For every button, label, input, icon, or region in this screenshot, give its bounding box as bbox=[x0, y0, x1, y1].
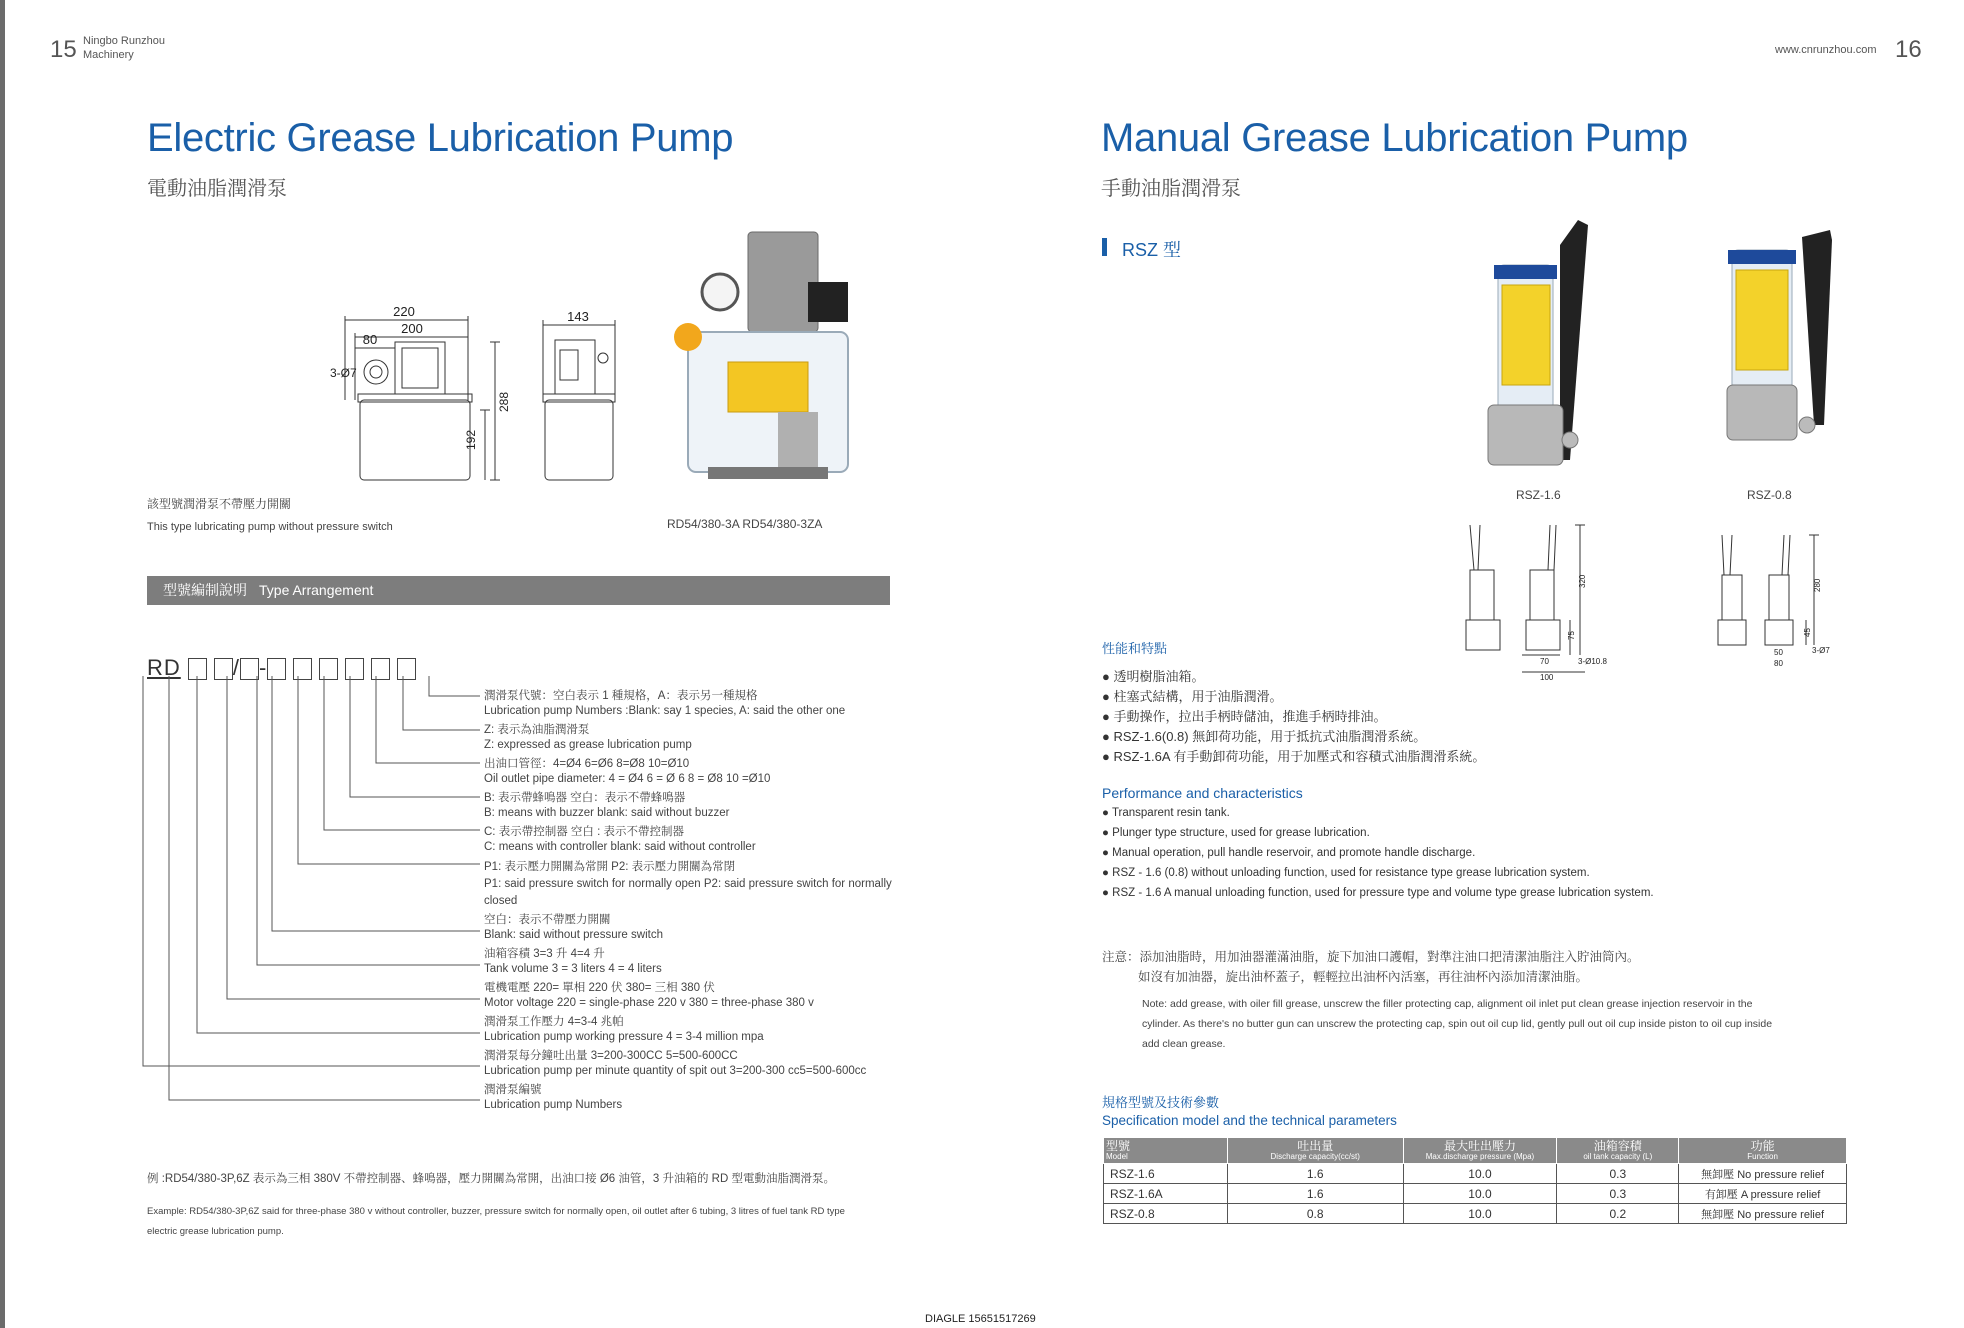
dim-192: 192 bbox=[464, 429, 478, 450]
legend-12-en: Lubrication pump Numbers bbox=[484, 1098, 623, 1111]
spec-title-en: Specification model and the technical parameters bbox=[1102, 1113, 1397, 1128]
legend-1 bbox=[484, 689, 845, 718]
code-leader-lines bbox=[140, 660, 490, 1105]
dim-45: 45 bbox=[1803, 628, 1812, 637]
legend-8-cn: 油箱容積 3=3 升 4=4 升 bbox=[484, 948, 605, 960]
th-model: 型號 Model bbox=[1104, 1138, 1228, 1164]
rsz-1.6-photo bbox=[1470, 215, 1630, 480]
dim-3o7: 3-Ø7 bbox=[330, 366, 357, 380]
legend-5-cn: C: 表示帶控制器 空白 : 表示不帶控制器 bbox=[484, 826, 684, 838]
rsz-1.6-drawing bbox=[1460, 520, 1670, 685]
dim-80r: 80 bbox=[1774, 659, 1783, 668]
feature-en-item: ● RSZ - 1.6 A manual unloading function, used for pressure type and volume type grease lubrication system. bbox=[1102, 887, 1654, 899]
feature-cn-item: ● 透明樹脂油箱。 bbox=[1102, 669, 1205, 684]
example-en-line-2: electric grease lubrication pump. bbox=[147, 1226, 284, 1237]
footer-contact: DIAGLE 15651517269 bbox=[925, 1313, 1036, 1325]
th-discharge: 吐出量 Discharge capacity(cc/st) bbox=[1227, 1138, 1403, 1164]
page-edge-bar bbox=[0, 0, 5, 1328]
legend-10-en: Lubrication pump working pressure 4 = 3-4 million mpa bbox=[484, 1030, 764, 1043]
left-subtitle: 電動油脂潤滑泵 bbox=[147, 178, 287, 200]
example-en-line-1: Example: RD54/380-3P,6Z said for three-phase 380 v without controller, buzzer, pressure switch for normally open, oil outlet after 6 tubing, 3 litres of fuel tank RD type bbox=[147, 1206, 845, 1217]
legend-12-cn: 潤滑泵編號 bbox=[484, 1084, 542, 1096]
legend-9 bbox=[484, 981, 814, 1010]
legend-11 bbox=[484, 1049, 866, 1078]
legend-10-cn: 潤滑泵工作壓力 4=3-4 兆帕 bbox=[484, 1016, 624, 1028]
dim-50: 50 bbox=[1774, 648, 1783, 657]
note-cn-line-1: 注意：添加油脂時，用加油器灌滿油脂，旋下加油口護帽，對準注油口把清潔油脂注入貯油筒內。 bbox=[1102, 950, 1640, 964]
dim-143: 143 bbox=[567, 309, 589, 324]
legend-4 bbox=[484, 791, 729, 820]
dim-bolt-1: 3-Ø10.8 bbox=[1578, 657, 1607, 666]
legend-6-cn: P1: 表示壓力開關為常開 P2: 表示壓力開關為常閉 bbox=[484, 861, 736, 873]
legend-8 bbox=[484, 947, 662, 976]
no-switch-note-en: This type lubricating pump without pressure switch bbox=[147, 521, 393, 533]
legend-4-cn: B: 表示帶蜂鳴器 空白：表示不帶蜂鳴器 bbox=[484, 792, 686, 804]
note-en bbox=[1142, 994, 1772, 1054]
legend-11-cn: 潤滑泵每分鐘吐出量 3=200-300CC 5=500-600CC bbox=[484, 1050, 738, 1062]
cell-tank: 0.3 bbox=[1557, 1164, 1679, 1184]
table-row bbox=[1104, 1204, 1847, 1224]
electric-pump-photo bbox=[668, 222, 868, 492]
company-name bbox=[83, 34, 165, 62]
cell-discharge: 0.8 bbox=[1227, 1204, 1403, 1224]
table-row bbox=[1104, 1164, 1847, 1184]
th-function: 功能 Function bbox=[1679, 1138, 1847, 1164]
series-label: RSZ 型 bbox=[1122, 240, 1182, 260]
dim-200: 200 bbox=[401, 321, 423, 336]
th-tank: 油箱容積 oil tank capacity (L) bbox=[1557, 1138, 1679, 1164]
cell-model: RSZ-1.6 bbox=[1104, 1164, 1228, 1184]
table-row bbox=[1104, 1184, 1847, 1204]
company-line-2: Machinery bbox=[83, 49, 134, 61]
note-cn bbox=[1102, 947, 1640, 987]
note-en-line-1: Note: add grease, with oiler fill grease, unscrew the filler protecting cap, alignment oil inlet put clean grease injection reservoir in the bbox=[1142, 998, 1753, 1010]
electric-product-label: RD54/380-3A RD54/380-3ZA bbox=[667, 517, 823, 531]
legend-9-cn: 電機電壓 220= 單相 220 伏 380= 三相 380 伏 bbox=[484, 982, 715, 994]
feature-cn-item: ● 柱塞式結構，用于油脂潤滑。 bbox=[1102, 689, 1283, 704]
rsz-1.6-label: RSZ-1.6 bbox=[1516, 488, 1561, 502]
left-page-number: 15 bbox=[50, 36, 77, 63]
features-en-list bbox=[1102, 807, 1654, 907]
spec-title-cn: 規格型號及技術參數 bbox=[1102, 1095, 1220, 1110]
cell-discharge: 1.6 bbox=[1227, 1184, 1403, 1204]
right-page-number: 16 bbox=[1895, 36, 1922, 63]
spec-header-row bbox=[1104, 1138, 1847, 1164]
dim-288: 288 bbox=[497, 391, 511, 412]
cell-pressure: 10.0 bbox=[1403, 1184, 1557, 1204]
company-line-1: Ningbo Runzhou bbox=[83, 35, 165, 47]
website: www.cnrunzhou.com bbox=[1775, 44, 1877, 56]
dim-80: 80 bbox=[362, 332, 378, 347]
electric-pump-drawing bbox=[330, 300, 620, 490]
right-subtitle: 手動油脂潤滑泵 bbox=[1101, 178, 1241, 200]
legend-6-en: P1: said pressure switch for normally open P2: said pressure switch for normally bbox=[484, 878, 892, 890]
cell-model: RSZ-1.6A bbox=[1104, 1184, 1228, 1204]
legend-3-cn: 出油口管徑：4=Ø4 6=Ø6 8=Ø8 10=Ø10 bbox=[484, 758, 690, 770]
legend-1-cn: 潤滑泵代號：空白表示 1 種規格，A：表示另一種規格 bbox=[484, 690, 758, 702]
legend-4-en: B: means with buzzer blank: said without buzzer bbox=[484, 806, 730, 819]
series-marker bbox=[1102, 238, 1107, 256]
legend-11-en: Lubrication pump per minute quantity of spit out 3=200-300 cc5=500-600cc bbox=[484, 1064, 867, 1077]
feature-en-item: ● Plunger type structure, used for grease lubrication. bbox=[1102, 827, 1370, 839]
dim-320: 320 bbox=[1578, 574, 1587, 588]
legend-5 bbox=[484, 825, 756, 854]
no-switch-note-cn: 該型號潤滑泵不帶壓力開關 bbox=[147, 497, 292, 511]
code-slash: / bbox=[232, 655, 241, 680]
cell-function: 無卸壓 No pressure relief bbox=[1679, 1164, 1847, 1184]
spec-table bbox=[1103, 1137, 1847, 1224]
dim-75: 75 bbox=[1567, 631, 1576, 640]
code-dash: - bbox=[259, 655, 268, 680]
features-cn-title: 性能和特點 bbox=[1102, 641, 1168, 656]
feature-cn-item: ● RSZ-1.6(0.8) 無卸荷功能，用于抵抗式油脂潤滑系統。 bbox=[1102, 729, 1427, 744]
rsz-0.8-drawing bbox=[1714, 530, 1874, 670]
rsz-0.8-label: RSZ-0.8 bbox=[1747, 488, 1792, 502]
type-bar-cn: 型號編制說明 bbox=[163, 582, 247, 598]
note-en-line-2: cylinder. As there's no butter gun can unscrew the protecting cap, spin out oil cup lid, gently pull out oil cup inside piston to oil cup inside bbox=[1142, 1018, 1773, 1030]
feature-en-item: ● Manual operation, pull handle reservoir, and promote handle discharge. bbox=[1102, 847, 1476, 859]
type-arrangement-bar bbox=[147, 576, 890, 605]
left-title: Electric Grease Lubrication Pump bbox=[147, 116, 734, 160]
feature-en-item: ● Transparent resin tank. bbox=[1102, 807, 1230, 819]
type-bar-en: Type Arrangement bbox=[259, 582, 374, 598]
code-prefix: RD bbox=[147, 655, 181, 680]
dim-bolt-2: 3-Ø7 bbox=[1812, 646, 1830, 655]
legend-10 bbox=[484, 1015, 764, 1044]
legend-3-en: Oil outlet pipe diameter: 4 = Ø4 6 = Ø 6 8 = Ø8 10 =Ø10 bbox=[484, 772, 771, 785]
feature-cn-item: ● 手動操作，拉出手柄時儲油，推進手柄時排油。 bbox=[1102, 709, 1387, 724]
legend-6-en-cont: closed bbox=[484, 895, 518, 907]
legend-7-en: Blank: said without pressure switch bbox=[484, 928, 663, 941]
th-pressure: 最大吐出壓力 Max.discharge pressure (Mpa) bbox=[1403, 1138, 1557, 1164]
rsz-0.8-photo bbox=[1712, 225, 1852, 475]
dim-70: 70 bbox=[1540, 657, 1549, 666]
note-en-line-3: add clean grease. bbox=[1142, 1038, 1226, 1050]
legend-2-en: Z: expressed as grease lubrication pump bbox=[484, 738, 692, 751]
cell-function: 無卸壓 No pressure relief bbox=[1679, 1204, 1847, 1224]
legend-1-en: Lubrication pump Numbers :Blank: say 1 species, A: said the other one bbox=[484, 704, 846, 717]
cell-tank: 0.3 bbox=[1557, 1184, 1679, 1204]
feature-cn-item: ● RSZ-1.6A 有手動卸荷功能，用于加壓式和容積式油脂潤滑系統。 bbox=[1102, 749, 1486, 764]
legend-3 bbox=[484, 757, 770, 786]
features-en-title: Performance and characteristics bbox=[1102, 785, 1303, 801]
example-en bbox=[147, 1202, 845, 1242]
cell-function: 有卸壓 A pressure relief bbox=[1679, 1184, 1847, 1204]
dim-280: 280 bbox=[1813, 578, 1822, 592]
dim-220: 220 bbox=[393, 304, 415, 319]
cell-pressure: 10.0 bbox=[1403, 1164, 1557, 1184]
legend-5-en: C: means with controller blank: said without controller bbox=[484, 840, 756, 853]
legend-12 bbox=[484, 1083, 622, 1112]
legend-6 bbox=[484, 859, 892, 910]
right-title: Manual Grease Lubrication Pump bbox=[1101, 116, 1688, 160]
features-cn-list bbox=[1102, 666, 1485, 766]
legend-8-en: Tank volume 3 = 3 liters 4 = 4 liters bbox=[484, 962, 662, 975]
feature-en-item: ● RSZ - 1.6 (0.8) without unloading function, used for resistance type grease lubrication system. bbox=[1102, 867, 1590, 879]
cell-tank: 0.2 bbox=[1557, 1204, 1679, 1224]
legend-9-en: Motor voltage 220 = single-phase 220 v 380 = three-phase 380 v bbox=[484, 996, 814, 1009]
cell-pressure: 10.0 bbox=[1403, 1204, 1557, 1224]
dim-100: 100 bbox=[1540, 673, 1554, 682]
legend-7 bbox=[484, 913, 663, 942]
example-cn: 例 :RD54/380-3P,6Z 表示為三相 380V 不帶控制器、蜂鳴器，壓力開關為常開，出油口接 Ø6 油管，3 升油箱的 RD 型電動油脂潤滑泵。 bbox=[147, 1173, 835, 1185]
cell-model: RSZ-0.8 bbox=[1104, 1204, 1228, 1224]
legend-2-cn: Z: 表示為油脂潤滑泵 bbox=[484, 724, 590, 736]
legend-2 bbox=[484, 723, 692, 752]
note-cn-line-2: 如沒有加油器，旋出油杯蓋子，輕輕拉出油杯內活塞，再往油杯內添加清潔油脂。 bbox=[1138, 970, 1589, 984]
legend-7-cn: 空白：表示不帶壓力開關 bbox=[484, 914, 611, 926]
cell-discharge: 1.6 bbox=[1227, 1164, 1403, 1184]
